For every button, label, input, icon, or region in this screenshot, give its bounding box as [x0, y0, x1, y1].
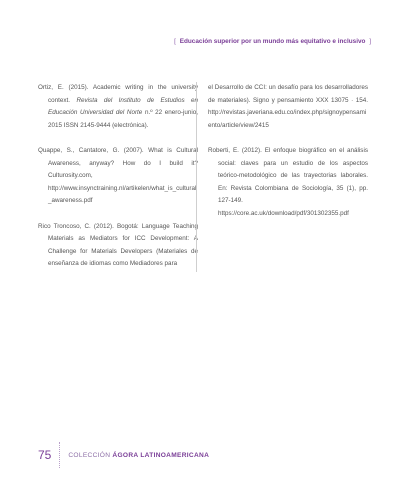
reference-entry: el Desarrollo de CCI: un desafío para los desarrolladores de materiales). Signo y pensamiento XXX 13075 · 154. http://revistas.javeriana.edu.co/index.php/signoypensamiento/article/view/2415: [208, 84, 368, 129]
collection-name: COLECCIÓN ÁGORA LATINOAMERICANA: [68, 451, 210, 459]
running-header-title: Educación superior por un mundo más equitativo e inclusivo: [179, 38, 366, 45]
running-header: [172, 38, 373, 45]
references-right-column: [208, 82, 368, 233]
header-bracket-close: ]: [369, 38, 371, 45]
references-left-column: [38, 82, 198, 284]
reference-entry: Rico Troncoso, C. (2012). Bogotá: Language Teaching Materials as Mediators for ICC Development: A Challenge for Materials Developers (Materiales de enseñanza de idiomas como Mediadores para: [38, 222, 198, 268]
footer-divider: [59, 442, 60, 468]
page-footer: [38, 446, 209, 464]
header-bracket-open: [: [174, 38, 176, 45]
column-divider: [196, 82, 197, 272]
reference-entry: Roberti, E. (2012). El enfoque biográfico en el análisis social: claves para un estudio de los aspectos teórico-metodológico de las trayectorias laborales. En: Revista Colombiana de Sociología, 35 (1), pp. 127-149. https://core.ac.uk/download/pdf/301302355.pdf: [208, 146, 368, 217]
page-number: 75: [38, 448, 52, 462]
reference-entry: Ortiz, E. (2015). Academic writing in the university context. Revista del Instituto de Estudios en Educación Universidad del Norte n.º 22 enero-junio, 2015 ISSN 2145-9444 (electrónica).: [38, 84, 199, 129]
reference-entry: Quappe, S., Cantatore, G. (2007). What is Cultural Awareness, anyway? How do I build it? Culturosity.com, http://www.insynctraining.nl/artikelen/what_is_cultural_awareness.pdf: [38, 146, 198, 205]
